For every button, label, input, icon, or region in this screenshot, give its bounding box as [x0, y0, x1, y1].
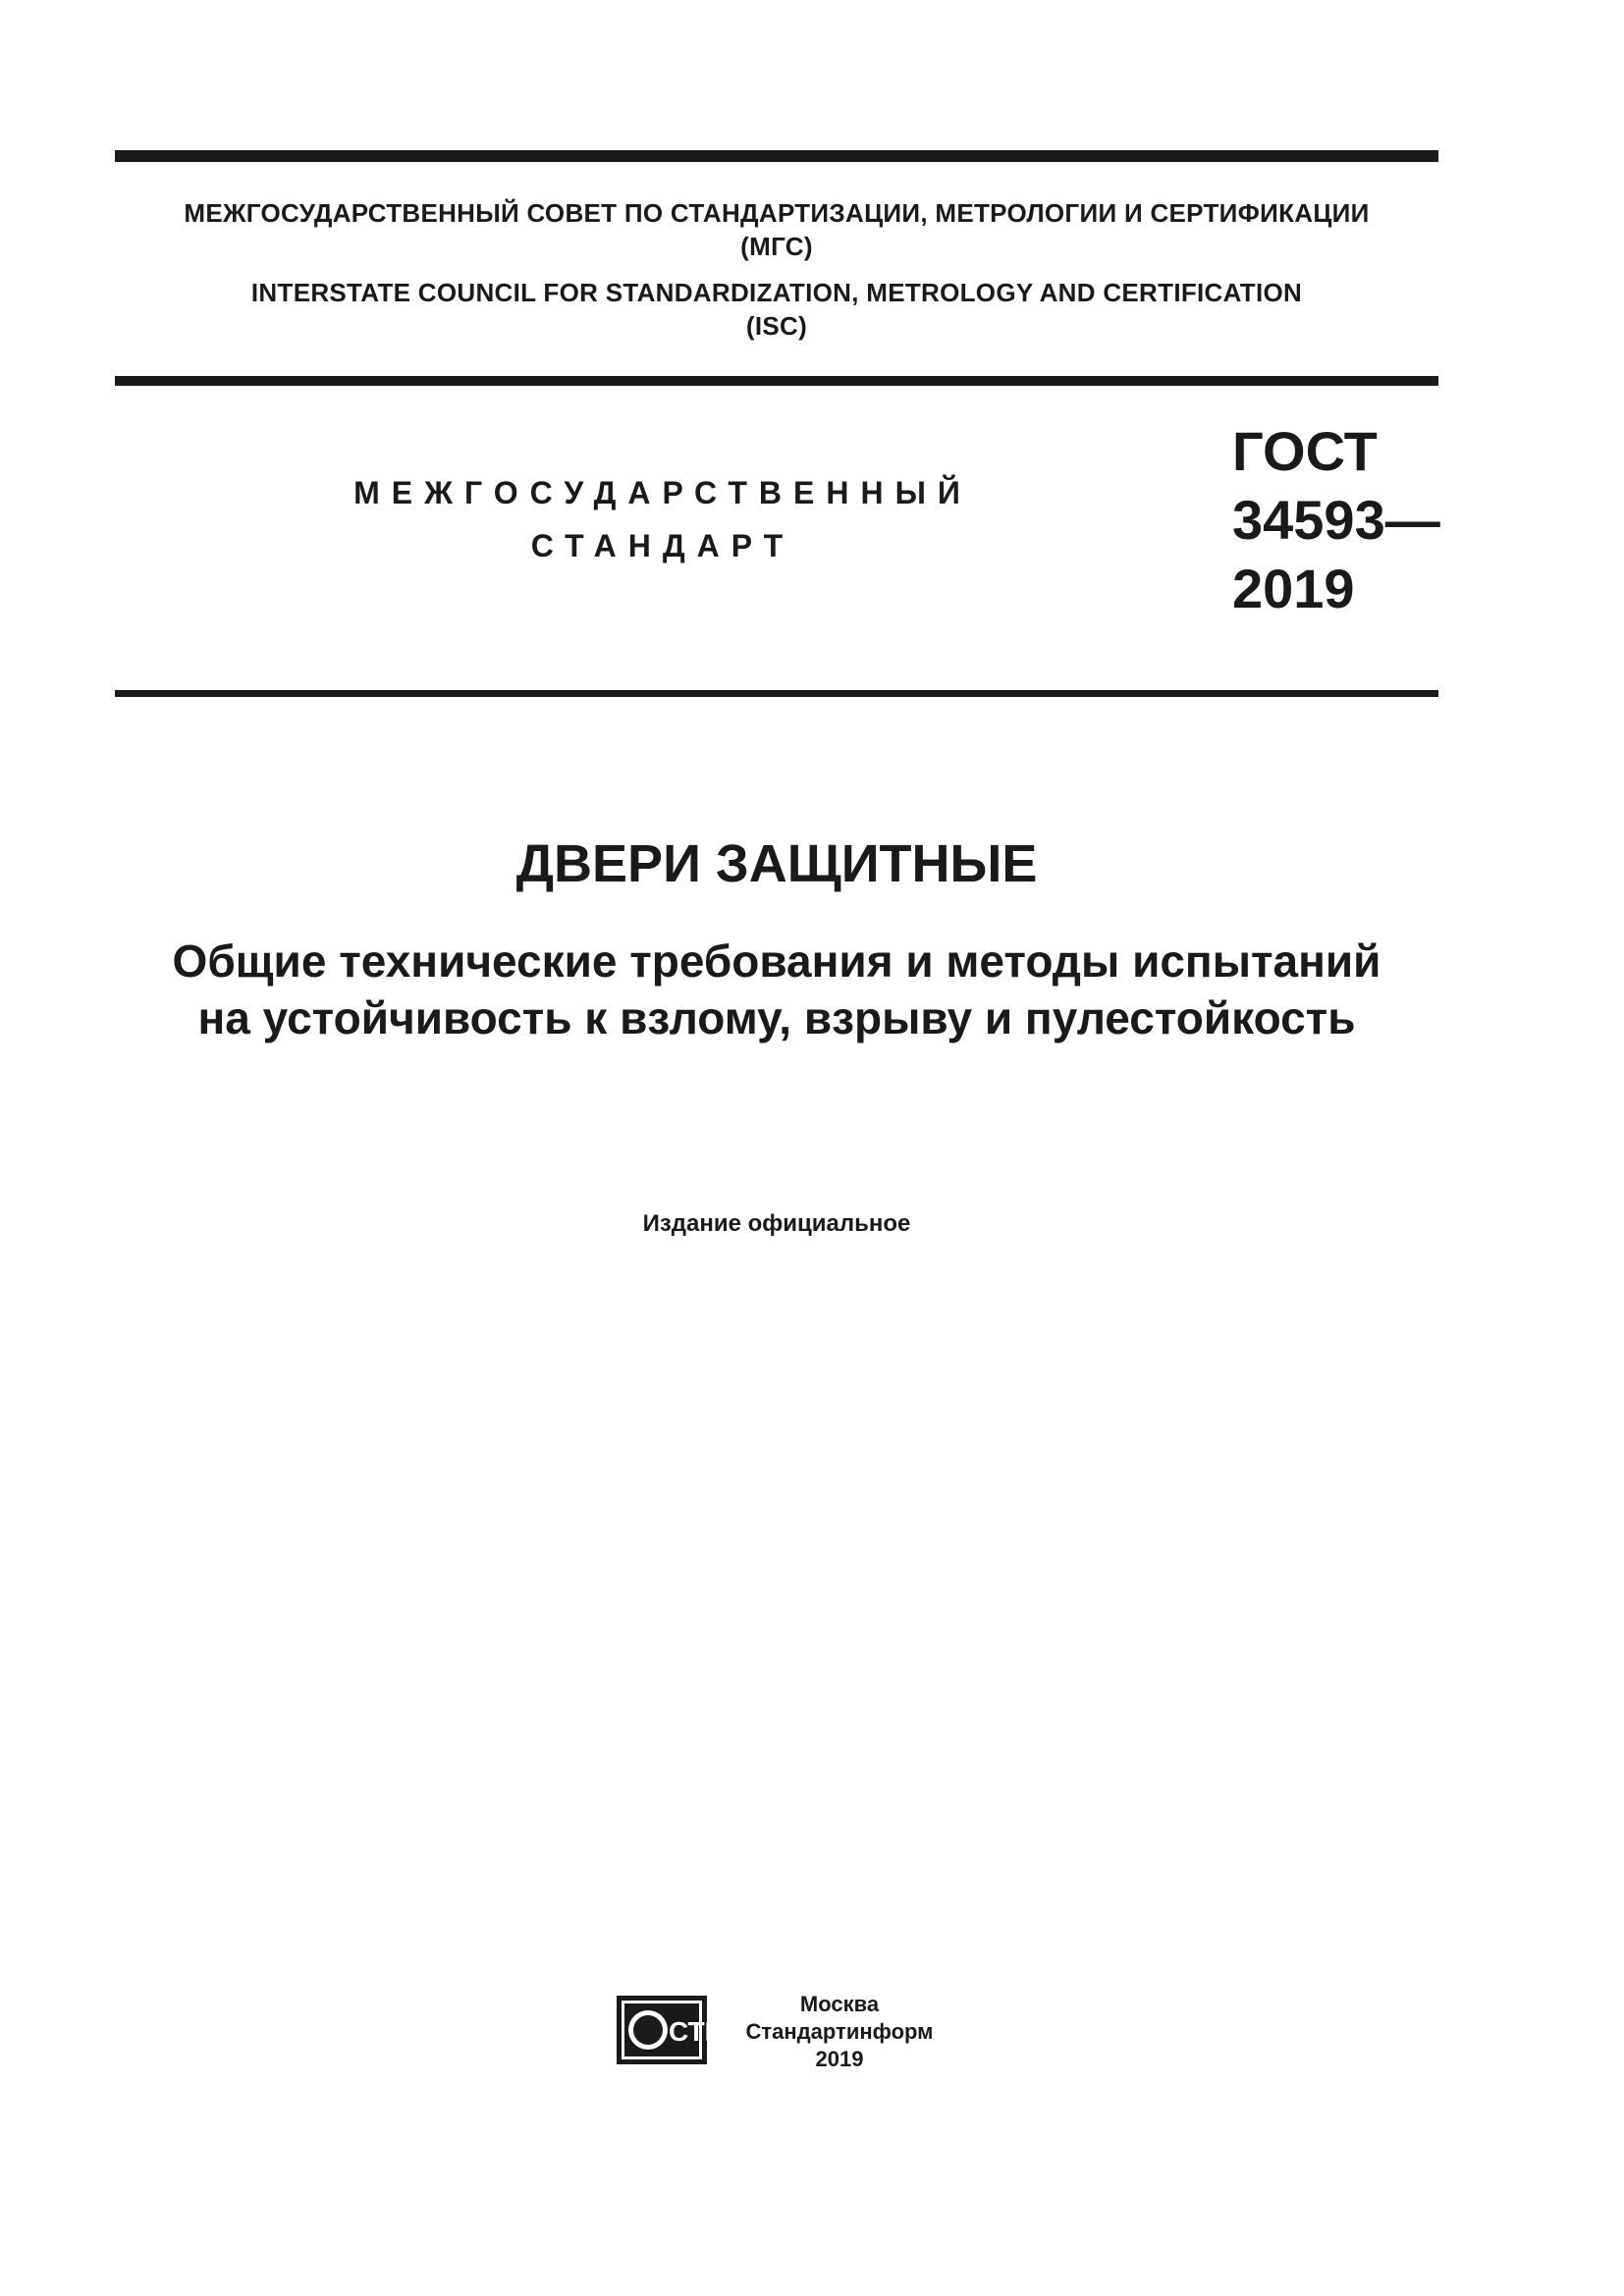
document-subtitle-line2: на устойчивость к взлому, взрыву и пулестойкость	[197, 992, 1356, 1043]
standartinform-logo-icon	[616, 1995, 725, 2065]
council-abbr-ru: (МГС)	[740, 232, 813, 261]
council-name-ru: МЕЖГОСУДАРСТВЕННЫЙ СОВЕТ ПО СТАНДАРТИЗАЦИИ, МЕТРОЛОГИИ И СЕРТИФИКАЦИИ	[184, 198, 1370, 228]
top-rule	[115, 150, 1438, 162]
publisher-city: Москва	[799, 1992, 880, 2016]
middle-rule	[115, 376, 1438, 386]
standard-kind-line1: МЕЖГОСУДАРСТВЕННЫЙ	[353, 475, 972, 510]
standard-kind-line2: СТАНДАРТ	[530, 528, 795, 563]
logo-lettering: СТИ	[669, 2016, 725, 2047]
gost-year: 2019	[1232, 558, 1355, 619]
document-title: ДВЕРИ ЗАЩИТНЫЕ	[515, 834, 1038, 893]
council-abbr-en: (ISC)	[745, 311, 808, 341]
publisher-name: Стандартинформ	[745, 2019, 934, 2044]
gost-number: 34593—	[1232, 489, 1440, 551]
document-subtitle-line1: Общие технические требования и методы испытаний	[172, 935, 1381, 987]
council-name-en: INTERSTATE COUNCIL FOR STANDARDIZATION, METROLOGY AND CERTIFICATION	[250, 278, 1303, 307]
publisher-block	[722, 1991, 957, 2073]
edition-label: Издание официальное	[642, 1210, 911, 1237]
gost-label: ГОСТ	[1232, 420, 1378, 482]
gost-designation	[1232, 417, 1440, 623]
document-subtitle	[115, 933, 1438, 1046]
bottom-rule	[115, 690, 1438, 697]
publisher-year: 2019	[815, 2047, 864, 2071]
